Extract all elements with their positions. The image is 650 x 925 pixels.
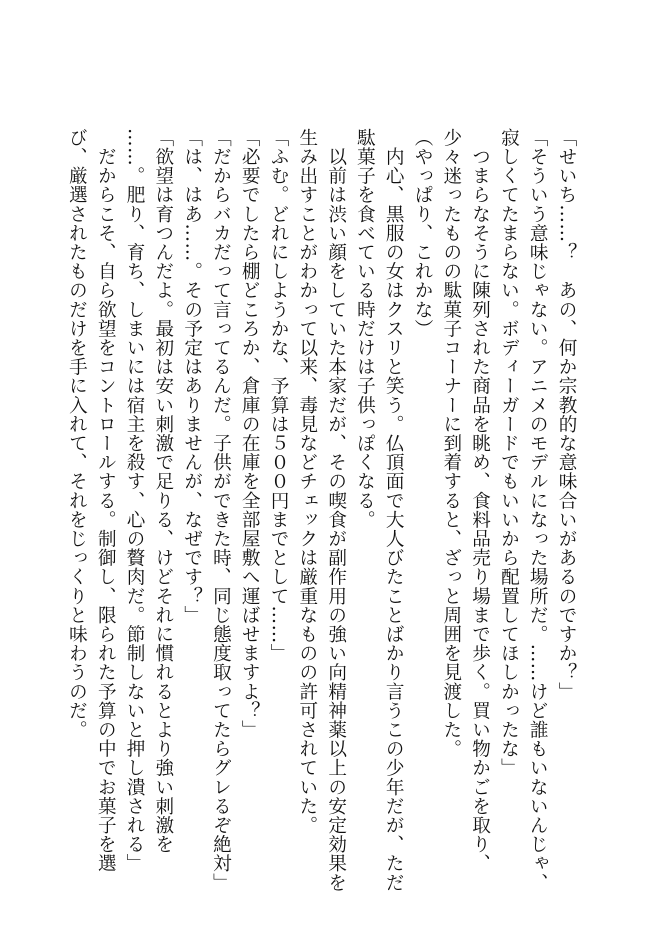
text-line: 「そういう意味じゃない。アニメのモデルになった場所だ。……けど誰もいないんじゃ、 <box>527 128 549 892</box>
text-line: 「せいち……？ あの、何か宗教的な意味合いがあるのですか？」 <box>556 128 577 701</box>
text-line: 「だからバカだって言ってるんだ。子供ができた時、同じ態度取ってたらグレるぞ絶対」 <box>210 128 232 892</box>
text-line: 「必要でしたら棚どころか、倉庫の在庫を全部屋敷へ運ばせますよ？」 <box>239 128 261 740</box>
text-line: つまらなそうに陳列された商品を眺め、食料品売り場まで歩く。買い物かごを取り、 <box>469 128 491 873</box>
text-line: 「欲望は育つんだよ。最初は安い刺激で足りる、けどそれに慣れるとより強い刺激を <box>152 128 174 854</box>
text-line: だからこそ、自ら欲望をコントロールする。制御し、限られた予算の中でお菓子を選 <box>95 128 117 873</box>
text-line: ……。肥り、育ち、しまいには宿主を殺す、心の贅肉だ。節制しないと押し潰される」 <box>124 128 146 873</box>
text-line: 寂しくてたまらない。ボディーガードでもいいから配置してほしかったな」 <box>498 128 520 778</box>
text-line: 駄菓子を食べている時だけは子供っぽくなる。 <box>354 128 376 530</box>
text-line: 少々迷ったものの駄菓子コーナーに到着すると、ざっと周囲を見渡した。 <box>440 128 462 759</box>
text-line: 生み出すことがわかって以来、毒見などチェックは厳重なものの許可されていた。 <box>296 128 318 835</box>
vertical-text-body <box>62 128 580 892</box>
text-line: 内心、黒服の女はクスリと笑う。仏頂面で大人びたことばかり言うこの少年だが、ただ <box>383 128 405 892</box>
text-line: 以前は渋い顔をしていた本家だが、その喫食が副作用の強い向精神薬以上の安定効果を <box>325 128 347 892</box>
text-line: （やっぱり、これかな） <box>412 128 434 339</box>
text-line: 「ふむ。どれにしようかな、予算は５００円までとして……」 <box>268 128 290 663</box>
text-line: び、厳選されたものだけを手に入れて、それをじっくりと味わうのだ。 <box>66 128 88 740</box>
text-line: 「は、はあ……。その予定はありませんが、なぜです？」 <box>181 128 203 625</box>
